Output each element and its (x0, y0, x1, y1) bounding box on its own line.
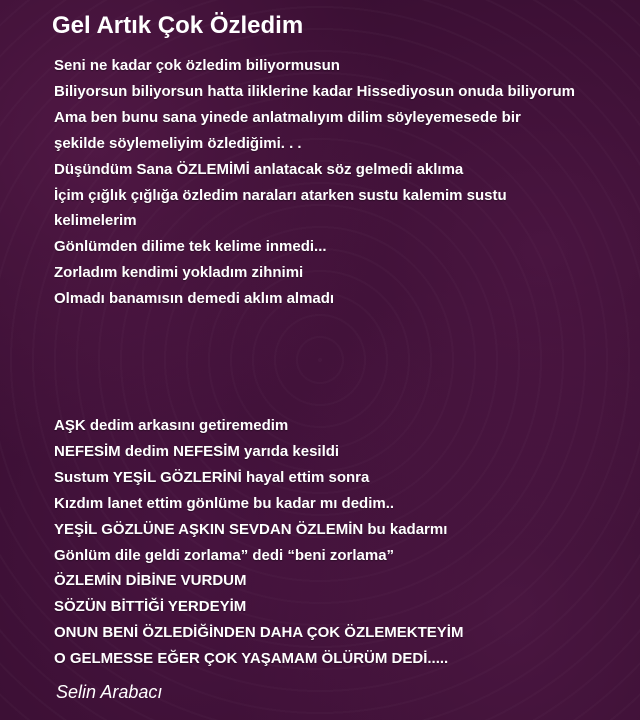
poem-line: Gönlümden dilime tek kelime inmedi... (54, 238, 327, 256)
poem-line: Düşündüm Sana ÖZLEMİMİ anlatacak söz gelmedi aklıma (54, 160, 464, 178)
poem-line: Olmadı banamısın demedi aklım almadı (54, 290, 335, 308)
poem-line: ONUN BENİ ÖZLEDİĞİNDEN DAHA ÇOK ÖZLEMEKTEYİM (54, 624, 464, 642)
poem-line: Gönlüm dile geldi zorlama” dedi “beni zorlama” (54, 546, 395, 564)
poem-line: YEŞİL GÖZLÜNE AŞKIN SEVDAN ÖZLEMİN bu kadarmı (54, 520, 448, 538)
stanza-1 (54, 53, 575, 312)
poem-line: SÖZÜN BİTTİĞİ YERDEYİM (54, 598, 247, 616)
poem-line: Biliyorsun biliyorsun hatta iliklerine kadar Hissediyosun onuda biliyorum (54, 82, 575, 100)
poem-line: Seni ne kadar çok özledim biliyormusun (54, 57, 340, 74)
poem-line: AŞK dedim arkasını getiremedim (54, 417, 289, 434)
poem-line: O GELMESSE EĞER ÇOK YAŞAMAM ÖLÜRÜM DEDİ..... (54, 650, 449, 668)
author-name: Selin Arabacı (56, 682, 163, 702)
stanza-2 (54, 413, 463, 672)
poem-line: şekilde söylemeliyim özlediğimi. . . (54, 134, 302, 152)
poem-line: İçim çığlık çığlığa özledim naraları atarken sustu kalemim sustu (54, 186, 507, 204)
poem-line: Kızdım lanet ettim gönlüme bu kadar mı dedim.. (54, 494, 395, 512)
poem-line: Ama ben bunu sana yinede anlatmalıyım dilim söyleyemesede bir (54, 108, 521, 126)
poem-line: ÖZLEMİN DİBİNE VURDUM (54, 572, 247, 590)
poem-line: Sustum YEŞİL GÖZLERİNİ hayal ettim sonra (54, 468, 370, 486)
poem-title: Gel Artık Çok Özledim (52, 12, 304, 39)
poem-line: kelimelerim (54, 212, 137, 230)
poem-line: NEFESİM dedim NEFESİM yarıda kesildi (54, 442, 340, 460)
poem-line: Zorladım kendimi yokladım zihnimi (54, 264, 304, 282)
